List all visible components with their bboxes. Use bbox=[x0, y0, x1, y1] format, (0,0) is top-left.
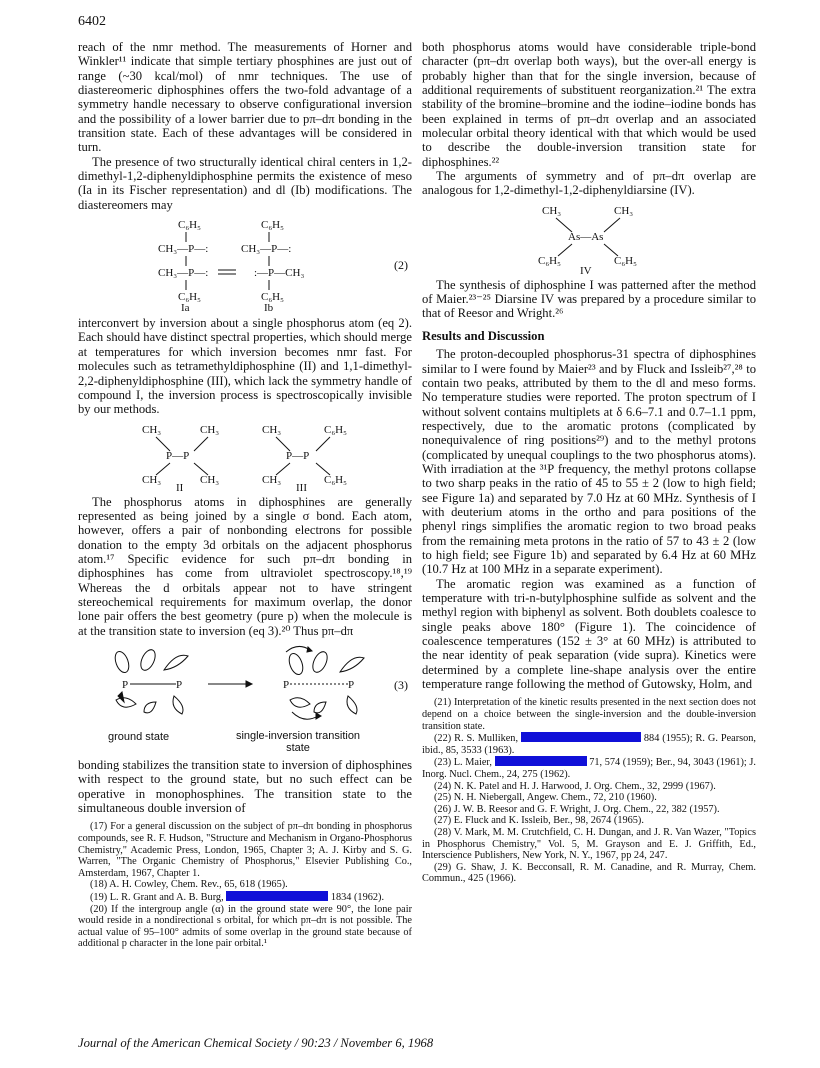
footnote-22: (22) R. S. Mulliken, 884 (1955); R. G. Pearson, ibid., 85, 3533 (1963). bbox=[422, 733, 757, 756]
paragraph: reach of the nmr method. The measurements of Horner and Winkler¹¹ indicate that simple tertiary phosphines are just out of range (~30 kcal/mol) of nmr techniques. The use of diastereomeric diphosphines offers the two-fold advantage of a symmetry handle necessary to observe configurational inversion and the possibility of a lower barrier due to pπ–dπ bonding in the transition state. Each of these advantages will be considered in turn. bbox=[78, 40, 412, 155]
paragraph: The phosphorus atoms in diphosphines are generally represented as being joined by a single σ bond. Each atom, however, offers a pair of nonbonding electrons for possible donation to the empty 3d orbitals on the adjacent phosphorus atom.¹⁷ Specific evidence for such pπ–dπ bonding in diphosphines has come from ultraviolet spectroscopy.¹⁸,¹⁹ Whereas the d orbitals appear not to have stringent stereochemical requirements for maximum overlap, the donor lone pair offers the best geometry (pure p) when the molecule is at the transition state to inversion (eq 3).²⁰ Thus pπ–dπ bbox=[78, 494, 412, 638]
eq2-c6h5-top-b: C₆H₅ bbox=[261, 219, 284, 232]
paragraph: The presence of two structurally identical chiral centers in 1,2-dimethyl-1,2-diphenyldiphosphine permits the existence of meso (Ia in its Fischer representation) and dl (Ib) modifications. The diastereomers may bbox=[78, 154, 412, 212]
iii-ch3-bl: CH₃ bbox=[262, 473, 282, 486]
structure-iv bbox=[422, 202, 756, 274]
equation-number: (2) bbox=[394, 258, 408, 273]
footnote-18: (18) A. H. Cowley, Chem. Rev., 65, 618 (1965). bbox=[90, 879, 288, 891]
eq3-p-a: P bbox=[122, 678, 129, 691]
eq2-label-ia: Ia bbox=[181, 302, 190, 313]
footnote-17: (17) For a general discussion on the subject of pπ–dπ bonding in phosphorus compounds, see R. F. Hudson, "Structure and Mechanism in Organo-Phosphorus Chemistry," Academic Press, London, 1965, Chapter 3; A. J. Kirby and S. G. Warren, "The Organic Chemistry of Phosphorus," Elsevier Publishing Co., Amsterdam, 1967, Chapter 1. bbox=[78, 821, 412, 879]
eq2-c6h5-bottom-b: C₆H₅ bbox=[261, 291, 284, 304]
label-iii: III bbox=[296, 481, 307, 491]
paragraph: The aromatic region was examined as a function of temperature with tri-n-butylphosphine sulfide as solvent and the methyl region with biphenyl as solvent. Both doublets coalesce to single peaks above 180° (Figure 1). The coincidence of coalescence temperatures (152 ± 3° at 60 MHz) is attributed to the near identity of peak separation (vide supra). Kinetics were determined by a complete line-shape analysis over the entire temperature range following the method of Gutowsky, Holm, and bbox=[422, 576, 756, 692]
eq3-p-b: P bbox=[176, 678, 183, 691]
eq2-ch3p-a: CH₃—P—: bbox=[158, 243, 209, 256]
label-ii: II bbox=[176, 481, 184, 491]
footnote-20: (20) If the intergroup angle (α) in the ground state were 90°, the lone pair would reside in a nondirectional s orbital, for which pπ–dπ is not possible. The actual value of 95–100° admits of some overlap in the ground state because of additional p character in the lone pair orbital.¹ bbox=[78, 903, 412, 950]
redaction-box bbox=[495, 756, 587, 766]
eq2-ch3p-b: CH₃—P—: bbox=[241, 243, 292, 256]
iii-c6h5-br: C₆H₅ bbox=[324, 473, 347, 486]
eq2-colonp: :—P—CH₃ bbox=[254, 267, 305, 280]
iv-ch3-r: CH₃ bbox=[614, 204, 634, 217]
label-iv: IV bbox=[580, 264, 592, 274]
redaction-box bbox=[521, 732, 641, 742]
footnote-26: (26) J. W. B. Reesor and G. F. Wright, J. Org. Chem., 22, 382 (1957). bbox=[434, 803, 720, 815]
footnote-21: (21) Interpretation of the kinetic results presented in the next section does not depend on a choice between the single-inversion and the double-inversion transition state. bbox=[422, 697, 756, 732]
eq2-label-ib: Ib bbox=[264, 302, 274, 313]
iii-c6h5-tr: C₆H₅ bbox=[324, 423, 347, 436]
iv-asas: As—As bbox=[568, 230, 604, 243]
ii-ch3-tr: CH₃ bbox=[200, 423, 220, 436]
page-number: 6402 bbox=[78, 14, 106, 29]
eq2-c6h5-top-a: C₆H₅ bbox=[178, 219, 201, 232]
eq2-c6h5-bottom-a: C₆H₅ bbox=[178, 291, 201, 304]
ii-ch3-br: CH₃ bbox=[200, 473, 220, 486]
footnotes-right bbox=[422, 697, 756, 885]
ii-pp: P—P bbox=[166, 449, 190, 462]
equation-3 bbox=[78, 642, 412, 754]
footnote-23: (23) L. Maier, 71, 574 (1959); Ber., 94, 3043 (1961); J. Inorg. Nucl. Chem., 24, 275 (1962). bbox=[422, 757, 756, 780]
right-column bbox=[422, 40, 756, 885]
ii-ch3-bl: CH₃ bbox=[142, 473, 162, 486]
paragraph: bonding stabilizes the transition state to inversion of diphosphines with respect to the ground state, but no such effect can be operative in monophosphines. The transition state to the simultaneous double inversion of bbox=[78, 757, 412, 815]
footnotes-left bbox=[78, 821, 412, 950]
journal-footer: Journal of the American Chemical Society / 90:23 / November 6, 1968 bbox=[78, 1036, 434, 1050]
footnote-27: (27) E. Fluck and K. Issleib, Ber., 98, 2674 (1965). bbox=[434, 815, 644, 827]
section-heading: Results and Discussion bbox=[422, 328, 545, 343]
iv-c6h5-l: C₆H₅ bbox=[538, 254, 561, 267]
iii-ch3-tl: CH₃ bbox=[262, 423, 282, 436]
footnote-29: (29) G. Shaw, J. K. Becconsall, R. M. Canadine, and R. Murray, Chem. Commun., 425 (1966). bbox=[422, 861, 756, 885]
paragraph: The synthesis of diphosphine I was patterned after the method of Maier.²³⁻²⁵ Diarsine IV was prepared by a procedure similar to that of Reesor and Wright.²⁶ bbox=[422, 277, 756, 321]
eq3-p-c: P bbox=[283, 678, 290, 691]
eq3-p-d: P bbox=[348, 678, 355, 691]
paragraph: The proton-decoupled phosphorus-31 spectra of diphosphines similar to I were found by Maier²³ and by Fluck and Issleib²⁷,²⁸ to contain two peaks, attributed by them to the dl and meso forms. No temperature studies were reported. The proton spectrum of I without solvent contains multiplets at δ 6.6–7.1 and 0.7–1.1 ppm, respectively, due to the aromatic protons (complicated by nonequivalence of ring positions²⁹) and to the methyl protons (complicated by unequal couplings to the two phosphorus atoms). With irradiation at the ³¹P frequency, the methyl protons collapse to two sharp peaks in the ratio of 45 to 55 ± 2 (low to high field; see Figure 1a) and separated by 7.0 Hz at 60 MHz. Synthesis of I with deuterium atoms in the ortho and para positions of the phenyl rings simplifies the aromatic region to two broad peaks from the remaining meta protons in the ratio of 57 to 43 ± 2 (low to high field; see Figure 1b) and separated by 6.4 Hz at 60 MHz (10.7 Hz at 100 MHz in a separate experiment). bbox=[422, 347, 756, 577]
footnote-28: (28) V. Mark, M. M. Crutchfield, C. H. Dungan, and J. R. Van Wazer, "Topics in Phosphorus Chemistry," Vol. 5, M. Grayson and E. J. Griffith, Ed., Interscience Publishers, New York, N. Y., 1967, pp 24, 247. bbox=[422, 826, 756, 862]
paragraph: interconvert by inversion about a single phosphorus atom (eq 2). Each should have distinct spectral properties, which should merge at temperatures for which inversion becomes nmr fast. For molecules such as tetramethyldiphosphine (II) and 1,1-dimethyl-2,2-diphenyldiphosphine (III), which lack the symmetry handle of compound I, the inversion process is spectroscopically invisible by our methods. bbox=[78, 316, 412, 417]
paragraph: both phosphorus atoms would have considerable triple-bond character (pπ–dπ overlap both ways), but the over-all energy is probably higher than that for the single inversion, because of additional requirements of substituent reorganization.²¹ The extra stability of the bromine–bromine and the iodine–iodine bonds has been explained in terms of pπ–dπ overlap and an associated molecular orbital theory identical with that which would be used to describe the double-inversion transition state for diphosphines.²² bbox=[422, 40, 756, 169]
footnote-25: (25) N. H. Niebergall, Angew. Chem., 72, 210 (1960). bbox=[434, 792, 657, 804]
left-column bbox=[78, 40, 412, 950]
iii-pp: P—P bbox=[286, 449, 310, 462]
footnote-19: (19) L. R. Grant and A. B. Burg, 1834 (1962). bbox=[90, 891, 385, 903]
label-transition-state: single-inversion transition state bbox=[235, 729, 361, 754]
iv-ch3-l: CH₃ bbox=[542, 204, 562, 217]
footnote-24: (24) N. K. Patel and H. J. Harwood, J. Org. Chem., 32, 2999 (1967). bbox=[434, 780, 716, 792]
ii-ch3-tl: CH₃ bbox=[142, 423, 162, 436]
structures-ii-iii bbox=[78, 421, 412, 491]
equation-2 bbox=[78, 216, 412, 312]
eq2-pcolon: CH₃—P—: bbox=[158, 267, 209, 280]
paragraph: The arguments of symmetry and of pπ–dπ overlap are analogous for 1,2-dimethyl-1,2-diphenyldiarsine (IV). bbox=[422, 169, 756, 198]
iv-c6h5-r: C₆H₅ bbox=[614, 254, 637, 267]
label-ground-state: ground state bbox=[108, 730, 170, 743]
equation-number: (3) bbox=[394, 677, 408, 692]
redaction-box bbox=[226, 891, 328, 901]
